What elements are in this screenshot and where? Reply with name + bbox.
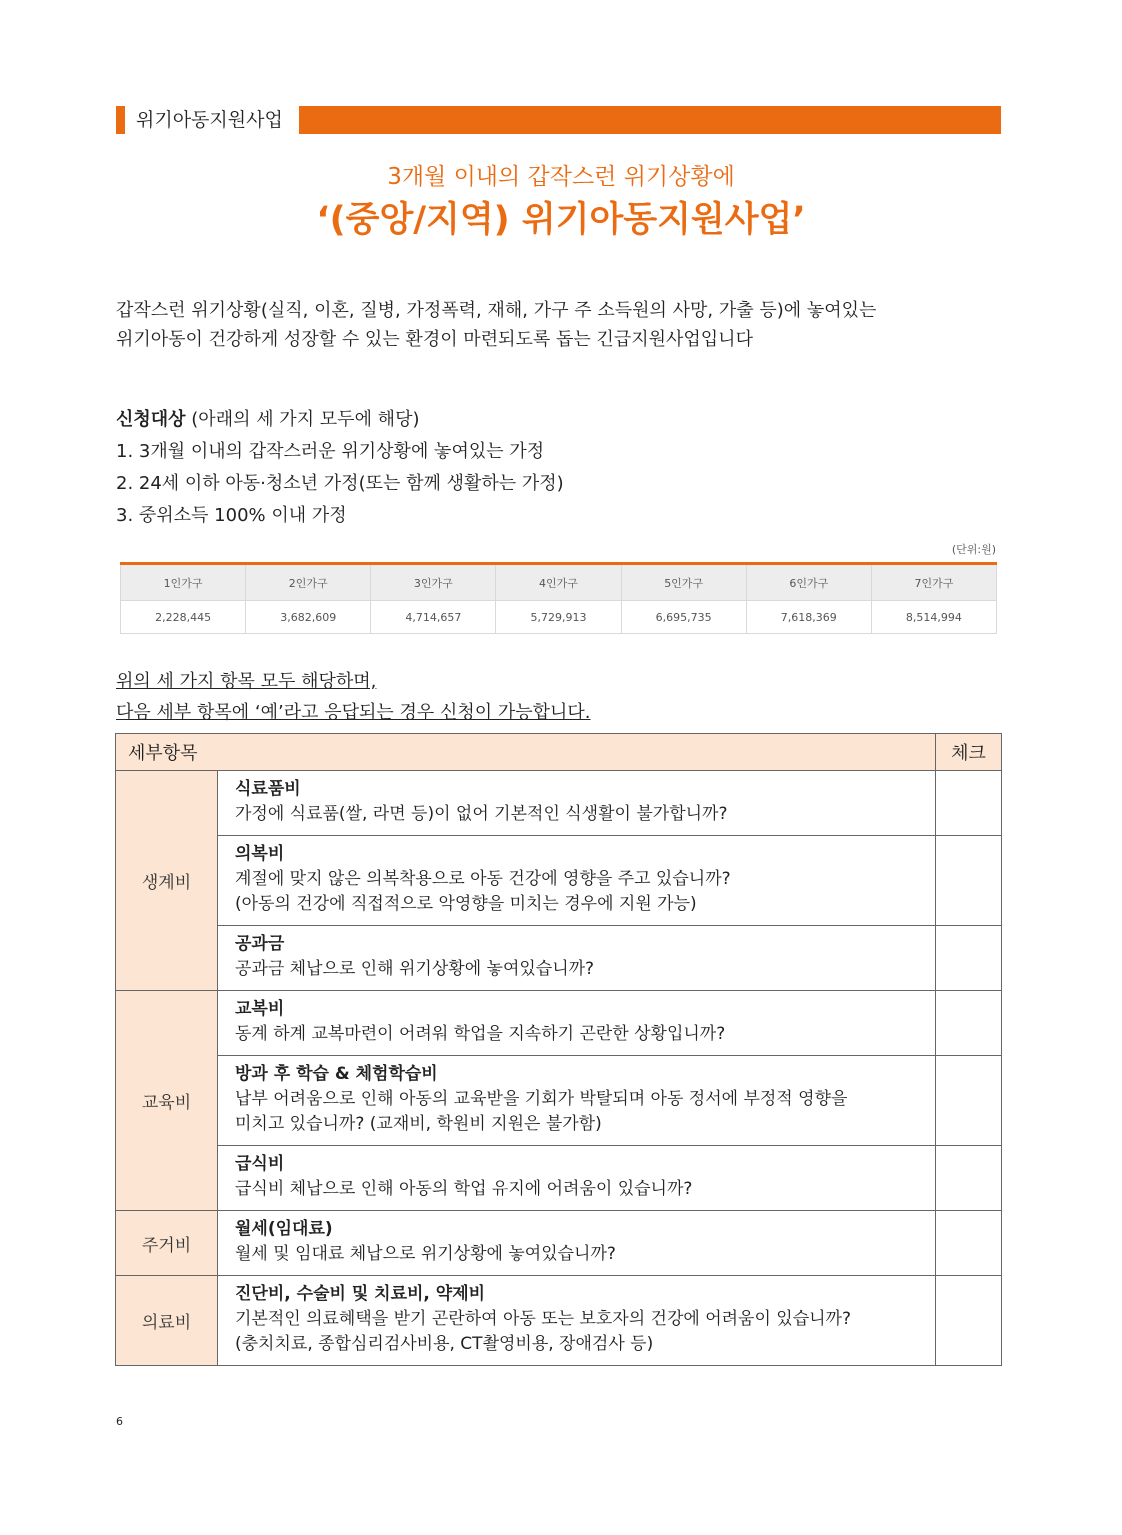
income-value-row <box>121 601 997 634</box>
item-question: 미치고 있습니까? (교재비, 학원비 지원은 불가함) <box>235 1114 602 1134</box>
check-box[interactable] <box>936 1276 1002 1366</box>
checklist-item <box>218 1211 936 1276</box>
eligibility-note: (아래의 세 가지 모두에 해당) <box>185 409 420 430</box>
item-question: 급식비 체납으로 인해 아동의 학업 유지에 어려움이 있습니까? <box>235 1179 693 1199</box>
item-question: 공과금 체납으로 인해 위기상황에 놓여있습니까? <box>235 959 595 979</box>
checklist-item <box>218 1056 936 1146</box>
page-number: 6 <box>116 1415 123 1428</box>
item-title: 교복비 <box>235 999 285 1019</box>
checklist-item <box>218 1146 936 1211</box>
category-housing: 주거비 <box>116 1211 218 1276</box>
eligibility-item: 1. 3개월 이내의 갑작스러운 위기상황에 놓여있는 가정 <box>116 441 545 462</box>
category-medical: 의료비 <box>116 1276 218 1366</box>
header-item: 세부항목 <box>116 734 936 771</box>
eligibility-item: 3. 중위소득 100% 이내 가정 <box>116 505 347 526</box>
category-education: 교육비 <box>116 991 218 1211</box>
item-title: 공과금 <box>235 934 285 954</box>
checklist-row <box>116 1276 1002 1366</box>
section-marker <box>116 106 125 134</box>
check-box[interactable] <box>936 991 1002 1056</box>
income-value: 5,729,913 <box>496 601 621 634</box>
household-header: 5인가구 <box>621 564 746 601</box>
checklist-item <box>218 991 936 1056</box>
eligibility-heading: 신청대상 <box>116 409 186 430</box>
check-box[interactable] <box>936 1056 1002 1146</box>
checklist-item <box>218 926 936 991</box>
checklist-table <box>115 733 1002 1366</box>
checklist-row <box>116 991 1002 1056</box>
household-header: 4인가구 <box>496 564 621 601</box>
checklist-item <box>218 836 936 926</box>
item-title: 급식비 <box>235 1154 285 1174</box>
check-box[interactable] <box>936 1211 1002 1276</box>
check-box[interactable] <box>936 836 1002 926</box>
item-question: 납부 어려움으로 인해 아동의 교육받을 기회가 박탈되며 아동 정서에 부정적 영향을 <box>235 1089 848 1109</box>
condition-note <box>116 666 591 728</box>
checklist-row <box>116 771 1002 836</box>
income-header-row <box>121 564 997 601</box>
household-header: 3인가구 <box>371 564 496 601</box>
household-header: 1인가구 <box>121 564 246 601</box>
checklist-header-row <box>116 734 1002 771</box>
item-question: 동계 하계 교복마련이 어려워 학업을 지속하기 곤란한 상황입니까? <box>235 1024 726 1044</box>
checklist-row <box>116 1146 1002 1211</box>
page-subtitle: 3개월 이내의 갑작스런 위기상황에 <box>387 164 735 190</box>
income-value: 3,682,609 <box>246 601 371 634</box>
item-title: 월세(임대료) <box>235 1219 333 1239</box>
item-question: (아동의 건강에 직접적으로 악영향을 미치는 경우에 지원 가능) <box>235 894 697 914</box>
item-title: 방과 후 학습 & 체험학습비 <box>235 1064 438 1084</box>
income-value: 7,618,369 <box>746 601 871 634</box>
item-question: 가정에 식료품(쌀, 라면 등)이 없어 기본적인 식생활이 불가합니까? <box>235 804 728 824</box>
eligibility-heading-line <box>116 404 1001 436</box>
page-title: ‘(중앙/지역) 위기아동지원사업’ <box>316 200 806 240</box>
check-box[interactable] <box>936 771 1002 836</box>
intro-paragraph <box>116 296 1001 354</box>
item-title: 의복비 <box>235 844 285 864</box>
eligibility-item: 2. 24세 이하 아동·청소년 가정(또는 함께 생활하는 가정) <box>116 473 564 494</box>
condition-line: 위의 세 가지 항목 모두 해당하며, <box>116 671 377 692</box>
intro-line: 갑작스런 위기상황(실직, 이혼, 질병, 가정폭력, 재해, 가구 주 소득원의 사망, 가출 등)에 놓여있는 <box>116 300 877 321</box>
header-check: 체크 <box>936 734 1002 771</box>
section-label: 위기아동지원사업 <box>136 109 283 131</box>
checklist-row <box>116 1211 1002 1276</box>
checklist-row <box>116 926 1002 991</box>
household-header: 7인가구 <box>871 564 996 601</box>
item-question: 월세 및 임대료 체납으로 위기상황에 놓여있습니까? <box>235 1244 616 1264</box>
item-question: 기본적인 의료혜택을 받기 곤란하여 아동 또는 보호자의 건강에 어려움이 있습니까? <box>235 1309 852 1329</box>
checklist-row <box>116 1056 1002 1146</box>
check-box[interactable] <box>936 926 1002 991</box>
income-value: 6,695,735 <box>621 601 746 634</box>
income-value: 4,714,657 <box>371 601 496 634</box>
section-bar <box>299 106 1001 134</box>
income-value: 2,228,445 <box>121 601 246 634</box>
intro-line: 위기아동이 건강하게 성장할 수 있는 환경이 마련되도록 돕는 긴급지원사업입니다 <box>116 329 753 350</box>
checklist-item <box>218 1276 936 1366</box>
household-header: 2인가구 <box>246 564 371 601</box>
item-question: (충치치료, 종합심리검사비용, CT촬영비용, 장애검사 등) <box>235 1334 654 1354</box>
item-question: 계절에 맞지 않은 의복착용으로 아동 건강에 영향을 주고 있습니까? <box>235 869 731 889</box>
item-title: 식료품비 <box>235 779 301 799</box>
unit-label: (단위:원) <box>951 543 996 556</box>
income-table <box>120 562 997 634</box>
household-header: 6인가구 <box>746 564 871 601</box>
checklist-row <box>116 836 1002 926</box>
category-living: 생계비 <box>116 771 218 991</box>
section-header <box>116 104 1001 134</box>
item-title: 진단비, 수술비 및 치료비, 약제비 <box>235 1284 486 1304</box>
income-value: 8,514,994 <box>871 601 996 634</box>
eligibility-section <box>116 404 1001 532</box>
checklist-item <box>218 771 936 836</box>
condition-line: 다음 세부 항목에 ‘예’라고 응답되는 경우 신청이 가능합니다. <box>116 702 591 723</box>
check-box[interactable] <box>936 1146 1002 1211</box>
